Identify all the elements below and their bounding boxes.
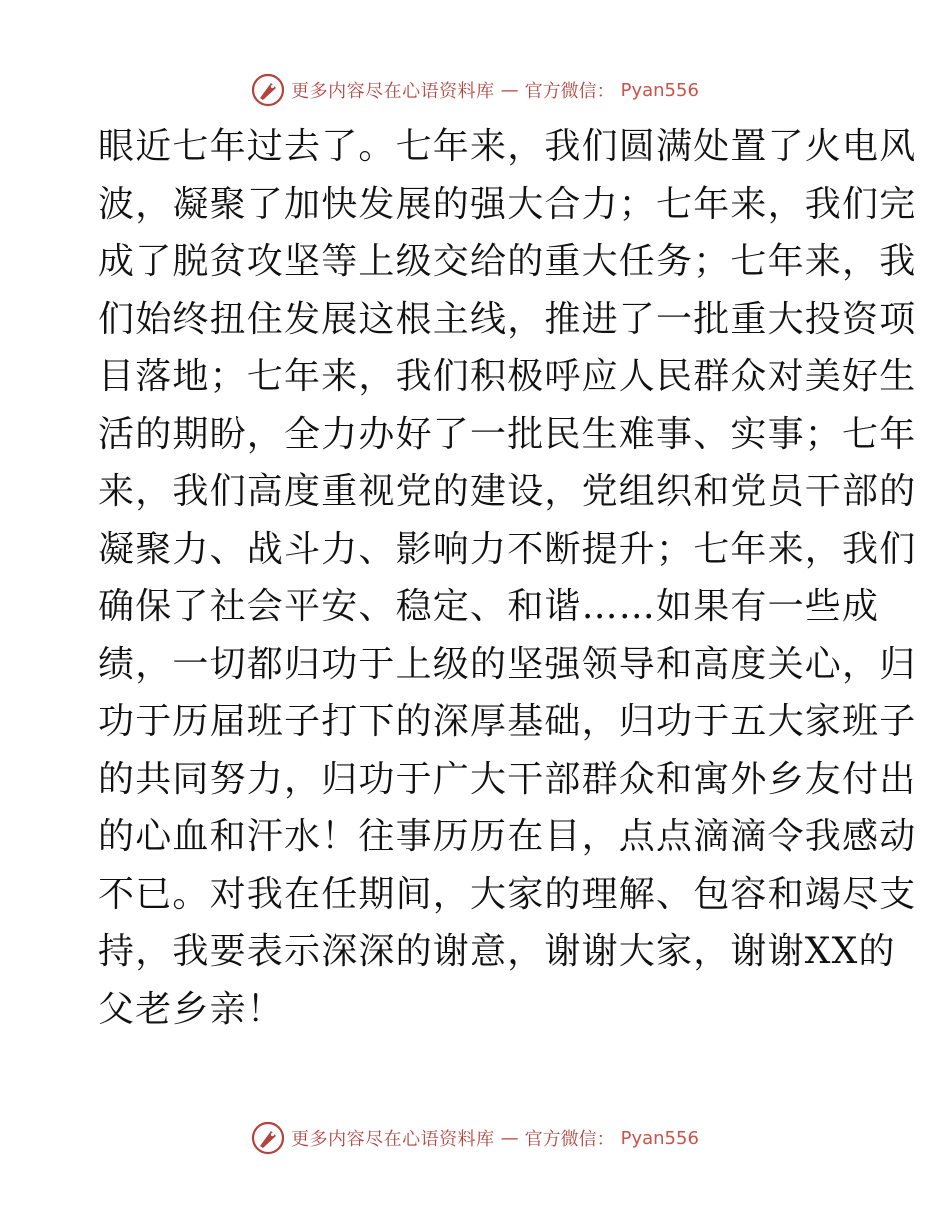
body-line: 波，凝聚了加快发展的强大合力；七年来，我们完: [98, 183, 917, 225]
footer-watermark: [0, 1118, 950, 1158]
body-line: 不已。对我在任期间，大家的理解、包容和竭尽支: [98, 873, 917, 915]
body-line: 凝聚力、战斗力、影响力不断提升；七年来，我们: [98, 528, 917, 570]
pen-nib-icon: [251, 1121, 285, 1155]
body-line: 绩，一切都归功于上级的坚强领导和高度关心，归: [98, 643, 917, 685]
body-line: 目落地；七年来，我们积极呼应人民群众对美好生: [98, 356, 917, 397]
watermark-label: 官方微信：: [524, 81, 615, 102]
body-line: 眼近七年过去了。七年来，我们圆满处置了火电风: [98, 126, 917, 167]
watermark-label: 官方微信：: [524, 1129, 615, 1150]
watermark-separator: —: [500, 1127, 519, 1149]
watermark-separator: —: [500, 79, 519, 101]
body-line: 的心血和汗水！往事历历在目，点点滴滴令我感动: [98, 816, 917, 857]
watermark-text: 更多内容尽在心语资料库: [291, 81, 495, 102]
header-watermark: [0, 70, 950, 110]
body-line: 成了脱贫攻坚等上级交给的重大任务；七年来，我: [98, 241, 917, 282]
body-line: 来，我们高度重视党的建设，党组织和党员干部的: [98, 471, 917, 512]
watermark-wechat-id: Pyan556: [620, 79, 699, 101]
body-line: 功于历届班子打下的深厚基础，归功于五大家班子: [98, 701, 917, 742]
body-line: 活的期盼，全力办好了一批民生难事、实事；七年: [98, 413, 917, 455]
body-line: 们始终扭住发展这根主线，推进了一批重大投资项: [98, 298, 917, 340]
watermark-text: 更多内容尽在心语资料库: [291, 1129, 495, 1150]
body-line: 持，我要表示深深的谢意，谢谢大家，谢谢XX的: [98, 931, 896, 972]
document-body: [98, 118, 917, 1038]
watermark-wechat-id: Pyan556: [620, 1127, 699, 1149]
body-line: 父老乡亲！: [98, 988, 285, 1030]
body-line: 确保了社会平安、稳定、和谐……如果有一些成: [98, 586, 880, 627]
body-line: 的共同努力，归功于广大干部群众和寓外乡友付出: [98, 758, 917, 800]
pen-nib-icon: [251, 73, 285, 107]
